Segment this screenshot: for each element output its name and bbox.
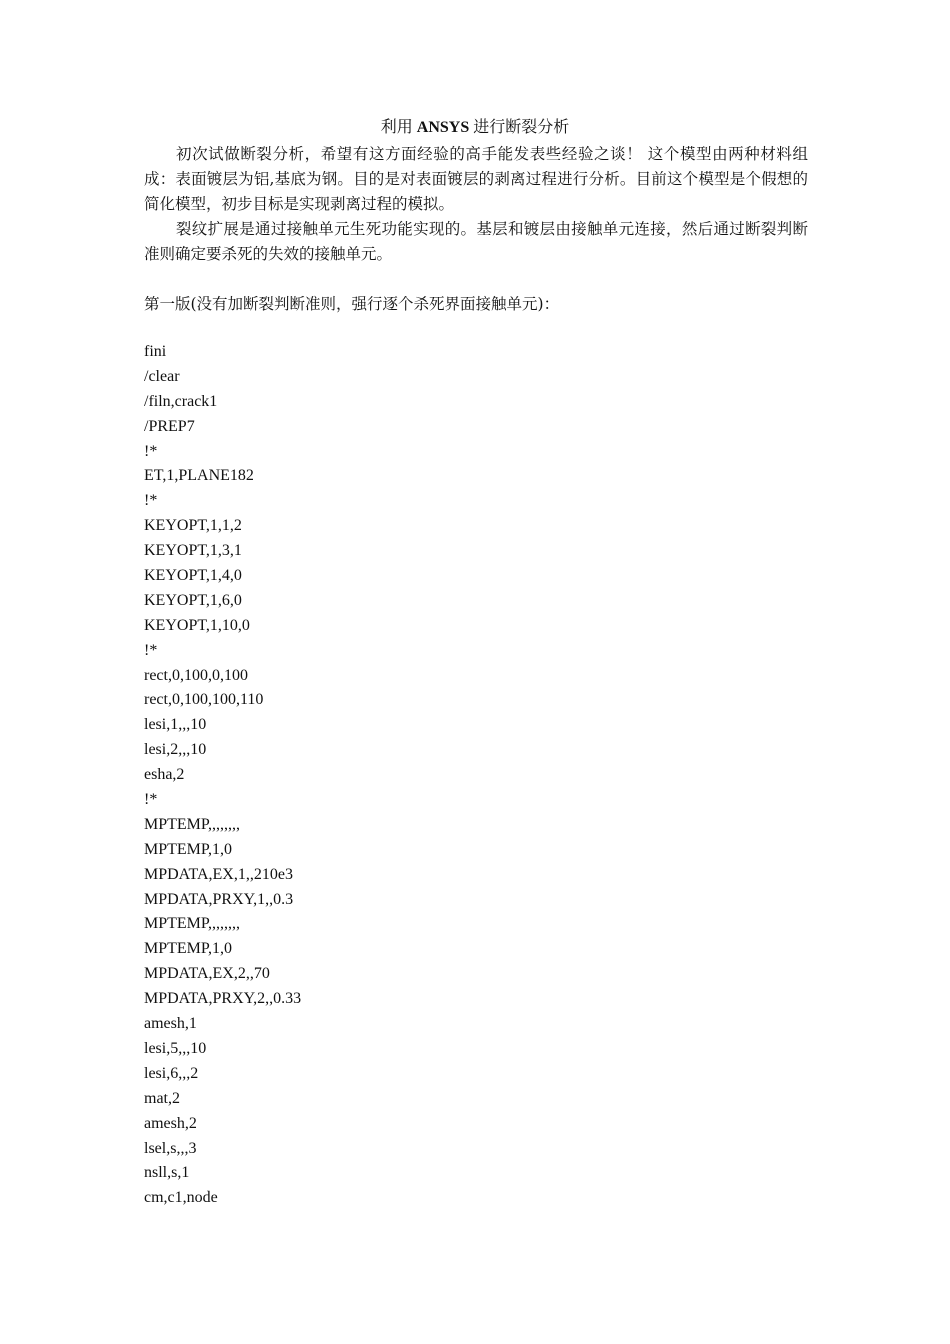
code-line: KEYOPT,1,1,2 <box>144 517 242 535</box>
code-line: rect,0,100,0,100 <box>144 666 248 684</box>
code-line: !* <box>144 791 158 809</box>
code-line: amesh,2 <box>144 1114 197 1132</box>
code-line: MPDATA,PRXY,1,,0.3 <box>144 890 294 908</box>
code-line: MPDATA,EX,1,,210e3 <box>144 865 293 883</box>
code-line: MPTEMP,1,0 <box>144 840 233 858</box>
code-line: ET,1,PLANE182 <box>144 467 254 485</box>
code-line: MPTEMP,,,,,,,, <box>144 915 241 933</box>
code-line: !* <box>144 442 158 460</box>
code-line: lesi,6,,,2 <box>144 1064 199 1082</box>
intro-paragraph: 初次试做断裂分析，希望有这方面经验的高手能发表些经验之谈！ 这个模型由两种材料组成：表面镀层为铝,基底为钢。目的是对表面镀层的剥离过程进行分析。目前这个模型是个假想的简化模型，初步目标是实现剥离过程的模拟。 <box>144 145 808 213</box>
code-line: MPTEMP,,,,,,,, <box>144 815 241 833</box>
code-line: KEYOPT,1,10,0 <box>144 616 250 634</box>
code-line: KEYOPT,1,4,0 <box>144 567 242 585</box>
code-line: lesi,1,,,10 <box>144 716 207 734</box>
code-line: nsll,s,1 <box>144 1164 190 1182</box>
code-line: rect,0,100,100,110 <box>144 691 264 709</box>
code-line: fini <box>144 343 167 360</box>
document-body <box>144 142 808 317</box>
code-line: /clear <box>144 367 180 385</box>
code-line: KEYOPT,1,6,0 <box>144 591 242 609</box>
code-line: esha,2 <box>144 766 185 784</box>
code-line: /PREP7 <box>144 417 195 435</box>
code-line: lesi,2,,,10 <box>144 741 207 759</box>
title-suffix: 进行断裂分析 <box>469 119 570 136</box>
code-line: KEYOPT,1,3,1 <box>144 542 242 560</box>
code-line: mat,2 <box>144 1089 180 1107</box>
code-line: MPTEMP,1,0 <box>144 940 233 958</box>
code-line: lsel,s,,,3 <box>144 1139 197 1157</box>
code-listing <box>144 340 644 1211</box>
code-line: !* <box>144 641 158 659</box>
code-line: amesh,1 <box>144 1015 197 1033</box>
code-line: MPDATA,EX,2,,70 <box>144 965 270 983</box>
code-line: lesi,5,,,10 <box>144 1039 207 1057</box>
crack-method-paragraph: 裂纹扩展是通过接触单元生死功能实现的。基层和镀层由接触单元连接，然后通过断裂判断准则确定要杀死的失效的接触单元。 <box>144 220 808 263</box>
title-software: ANSYS <box>416 119 470 136</box>
code-line: MPDATA,PRXY,2,,0.33 <box>144 990 302 1008</box>
code-line: !* <box>144 492 158 510</box>
code-line: cm,c1,node <box>144 1189 218 1207</box>
section-heading: 第一版(没有加断裂判断准则，强行逐个杀死界面接触单元)： <box>144 295 560 313</box>
title-prefix: 利用 <box>380 119 417 136</box>
paragraph-spacer <box>144 267 808 292</box>
code-line: /filn,crack1 <box>144 392 218 410</box>
document-title <box>0 116 950 140</box>
